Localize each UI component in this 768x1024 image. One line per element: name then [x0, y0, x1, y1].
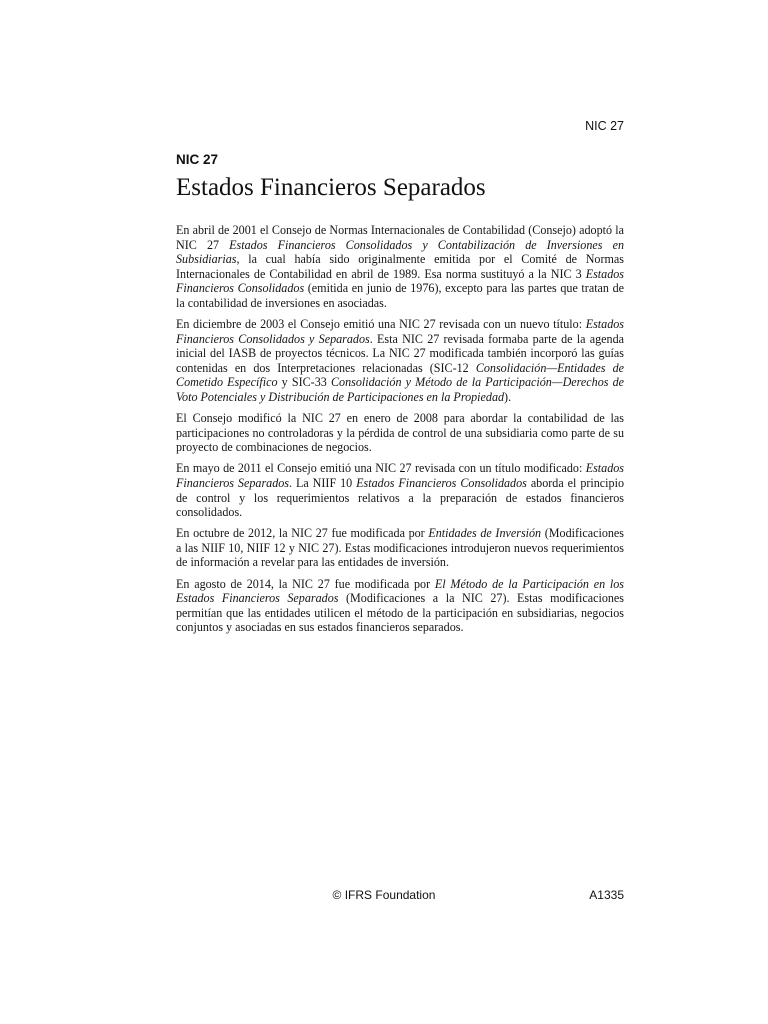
text-run: aborda el principio de control y los requerimientos relativos a la preparación de estados financieros consolidados. — [176, 476, 624, 520]
text-run: . La NIIF 10 — [289, 476, 357, 490]
text-run: En abril de 2001 el Consejo de Normas Internacionales de Contabilidad (Consejo) adoptó la NIC 27 — [176, 223, 624, 252]
text-run: (Modificaciones a la NIC 27). Estas modificaciones permitían que las entidades utilicen el método de la participación en subsidiarias, negocios conjuntos y asociadas en sus estados financieros separados. — [176, 591, 624, 635]
italic-title: Consolidación y Método de la Participación—Derechos de Voto Potenciales y Distribución de Participaciones en la Propiedad — [176, 375, 625, 405]
text-run: En diciembre de 2003 el Consejo emitió una NIC 27 revisada con un nuevo título: — [176, 317, 586, 332]
text-run: . Esta NIC 27 revisada formaba parte de la agenda inicial del IASB de proyectos técnicos. La NIC 27 modificada también incorporó las guías contenidas en dos Interpretaciones relacionadas (SIC-12 — [176, 331, 624, 375]
page-number: A1335 — [589, 888, 624, 902]
paragraph — [176, 526, 624, 570]
text-run: En agosto de 2014, la NIC 27 fue modificada por — [176, 576, 435, 591]
italic-title: Entidades de Inversión — [428, 526, 542, 541]
paragraph — [176, 577, 624, 635]
text-run: ). — [504, 390, 512, 405]
paragraph — [176, 223, 624, 311]
page-title: Estados Financieros Separados — [176, 174, 486, 201]
text-run: En octubre de 2012, la NIC 27 fue modificada por — [176, 526, 429, 541]
text-run: El Consejo modificó la NIC 27 en enero de 2008 para abordar la contabilidad de las participaciones no controladoras y la pérdida de control de una subsidiaria como parte de su proyecto de combinaciones de negocios. — [176, 411, 624, 455]
paragraph — [176, 411, 624, 455]
paragraph — [176, 461, 624, 519]
italic-title: Estados Financieros Consolidados y Contabilización de Inversiones en Subsidiarias — [176, 237, 625, 267]
text-run: (Modificaciones a las NIIF 10, NIIF 12 y NIC 27). Estas modificaciones introdujeron nuevos requerimientos de información a revelar para las entidades de inversión. — [176, 526, 625, 570]
standard-code: NIC 27 — [176, 152, 219, 167]
italic-title: Estados Financieros Separados — [176, 461, 624, 490]
italic-title: Estados Financieros Consolidados — [176, 266, 624, 296]
text-run: (emitida en junio de 1976), excepto para las partes que tratan de la contabilidad de inversiones en asociadas. — [176, 281, 625, 310]
italic-title: Estados Financieros Consolidados y Separados — [176, 317, 624, 346]
footer-copyright: © IFRS Foundation — [332, 888, 436, 902]
running-head: NIC 27 — [585, 119, 624, 133]
italic-title: Estados Financieros Consolidados — [356, 476, 527, 490]
italic-title: El Método de la Participación en los Estados Financieros Separados — [176, 576, 624, 606]
body-text — [176, 223, 624, 641]
paragraph — [176, 317, 624, 405]
text-run: En mayo de 2011 el Consejo emitió una NIC 27 revisada con un título modificado: — [176, 461, 586, 476]
text-run: y SIC-33 — [277, 375, 331, 390]
text-run: , la cual había sido originalmente emitida por el Comité de Normas Internacionales de Contabilidad en abril de 1989. Esa norma sustituyó a la NIC 3 — [176, 252, 624, 281]
italic-title: Consolidación—Entidades de Cometido Específico — [176, 360, 624, 390]
